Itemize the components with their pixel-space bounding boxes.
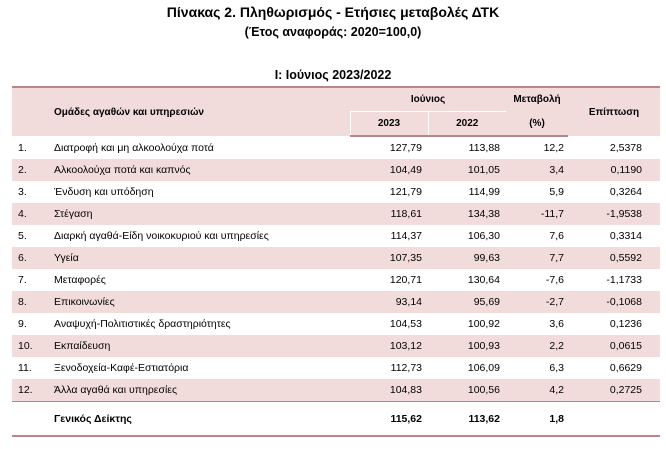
section-heading: Ι: Ιούνιος 2023/2022	[274, 68, 392, 82]
table-row	[12, 313, 660, 335]
cell-v2022: 106,30	[467, 230, 500, 242]
cell-v2023: 120,71	[389, 274, 422, 286]
cell-effect: 2,5378	[609, 141, 642, 154]
cell-v2023: 93,14	[350, 291, 428, 313]
cell-name: Εκπαίδευση	[54, 335, 350, 357]
table-row	[12, 136, 660, 159]
table-row	[12, 247, 660, 269]
table-subtitle: (Έτος αναφοράς: 2020=100,0)	[244, 25, 422, 39]
cell-change: 5,9	[549, 186, 564, 198]
header-change-unit: (%)	[506, 112, 568, 137]
header-year-2023: 2023	[350, 112, 428, 137]
cell-name: Υγεία	[54, 247, 350, 269]
total-value-2023: 115,62	[350, 402, 428, 437]
cell-name: Επικοινωνίες	[54, 291, 350, 313]
table-row	[12, 291, 660, 313]
cell-change: -2,7	[506, 291, 568, 313]
cell-change: 3,4	[506, 159, 568, 181]
total-num	[12, 402, 54, 437]
cell-change: 3,6	[549, 318, 564, 330]
table-row	[12, 269, 660, 291]
cell-change: 4,2	[506, 379, 568, 402]
cell-v2022: 134,38	[428, 203, 506, 225]
cell-v2023: 121,79	[389, 186, 422, 198]
cell-effect: 0,6629	[609, 362, 642, 374]
cell-v2023: 112,73	[390, 362, 422, 374]
table-title: Πίνακας 2. Πληθωρισμός - Ετήσιες μεταβολές ΔΤΚ	[166, 4, 500, 20]
total-value-2022: 113,62	[428, 402, 506, 437]
cell-v2022: 100,92	[467, 318, 500, 330]
cell-v2023: 118,61	[350, 203, 428, 225]
cell-change: 6,3	[549, 362, 564, 374]
inflation-table	[12, 86, 660, 437]
cell-name: Στέγαση	[54, 203, 350, 225]
cell-v2022: 99,63	[428, 247, 506, 269]
cell-num: 8.	[12, 291, 54, 313]
cell-change: 12,2	[543, 142, 564, 154]
cell-v2023: 104,49	[350, 159, 428, 181]
cell-name: Ξενοδοχεία-Καφέ-Εστιατόρια	[54, 362, 189, 374]
cell-change: -11,7	[506, 203, 568, 225]
header-month: Ιούνιος	[350, 87, 506, 112]
total-row	[12, 402, 660, 437]
cell-num: 1.	[18, 141, 27, 154]
cell-num: 12.	[12, 379, 54, 402]
cell-effect: -1,9538	[568, 203, 660, 225]
cell-num: 11.	[18, 362, 32, 374]
cell-effect: 0,3314	[609, 230, 642, 242]
cell-change: 2,2	[506, 335, 568, 357]
cell-effect: 0,1236	[609, 318, 642, 330]
cell-effect: 0,0615	[568, 335, 660, 357]
cell-v2023: 104,53	[389, 318, 422, 330]
table-row	[12, 181, 660, 203]
cell-num: 10.	[12, 335, 54, 357]
cell-v2022: 106,09	[467, 362, 500, 374]
total-change: 1,8	[506, 402, 568, 437]
cell-num: 3.	[18, 186, 27, 198]
cell-v2022: 114,99	[468, 186, 500, 198]
cell-name: Αναψυχή-Πολιτιστικές δραστηριότητες	[54, 318, 231, 330]
cell-v2022: 130,64	[467, 274, 500, 286]
total-effect	[568, 402, 660, 437]
table-row	[12, 379, 660, 402]
cell-effect: -1,1733	[606, 274, 642, 286]
cell-v2022: 95,69	[428, 291, 506, 313]
table-row	[12, 203, 660, 225]
cell-v2023: 103,12	[350, 335, 428, 357]
header-groups: Ομάδες αγαθών και υπηρεσιών	[12, 87, 350, 136]
cell-v2022: 100,56	[428, 379, 506, 402]
table-body	[12, 136, 660, 436]
cell-effect: 0,5592	[568, 247, 660, 269]
cell-name: Άλλα αγαθά και υπηρεσίες	[54, 379, 350, 402]
cell-v2023: 104,83	[350, 379, 428, 402]
cell-name: Μεταφορές	[54, 274, 106, 286]
cell-effect: -0,1068	[568, 291, 660, 313]
total-label: Γενικός Δείκτης	[54, 402, 350, 437]
table-row	[12, 159, 660, 181]
cell-v2023: 107,35	[350, 247, 428, 269]
cell-name: Διατροφή και μη αλκοολούχα ποτά	[54, 141, 214, 154]
cell-v2022: 101,05	[428, 159, 506, 181]
cell-v2023: 114,37	[390, 230, 422, 242]
cell-effect: 0,2725	[568, 379, 660, 402]
cell-num: 5.	[18, 230, 27, 242]
header-effect: Επίπτωση	[568, 87, 660, 136]
cell-v2023: 127,79	[389, 142, 422, 154]
header-year-2022: 2022	[428, 112, 506, 137]
cell-change: -7,6	[545, 274, 564, 286]
header-change: Μεταβολή	[506, 87, 568, 112]
cell-name: Αλκοολούχα ποτά και καπνός	[54, 159, 350, 181]
cell-v2022: 113,88	[468, 142, 500, 154]
cell-num: 7.	[18, 274, 27, 286]
cell-num: 2.	[12, 159, 54, 181]
table-row	[12, 357, 660, 379]
cell-effect: 0,1190	[568, 159, 660, 181]
cell-name: Ένδυση και υπόδηση	[54, 186, 154, 198]
cell-name: Διαρκή αγαθά-Είδη νοικοκυριού και υπηρεσίες	[54, 230, 269, 242]
cell-num: 6.	[12, 247, 54, 269]
cell-change: 7,6	[549, 230, 564, 242]
cell-v2022: 100,93	[428, 335, 506, 357]
cell-change: 7,7	[506, 247, 568, 269]
cell-effect: 0,3264	[609, 186, 642, 198]
table-row	[12, 335, 660, 357]
cell-num: 4.	[12, 203, 54, 225]
table-row	[12, 225, 660, 247]
cell-num: 9.	[18, 318, 27, 330]
